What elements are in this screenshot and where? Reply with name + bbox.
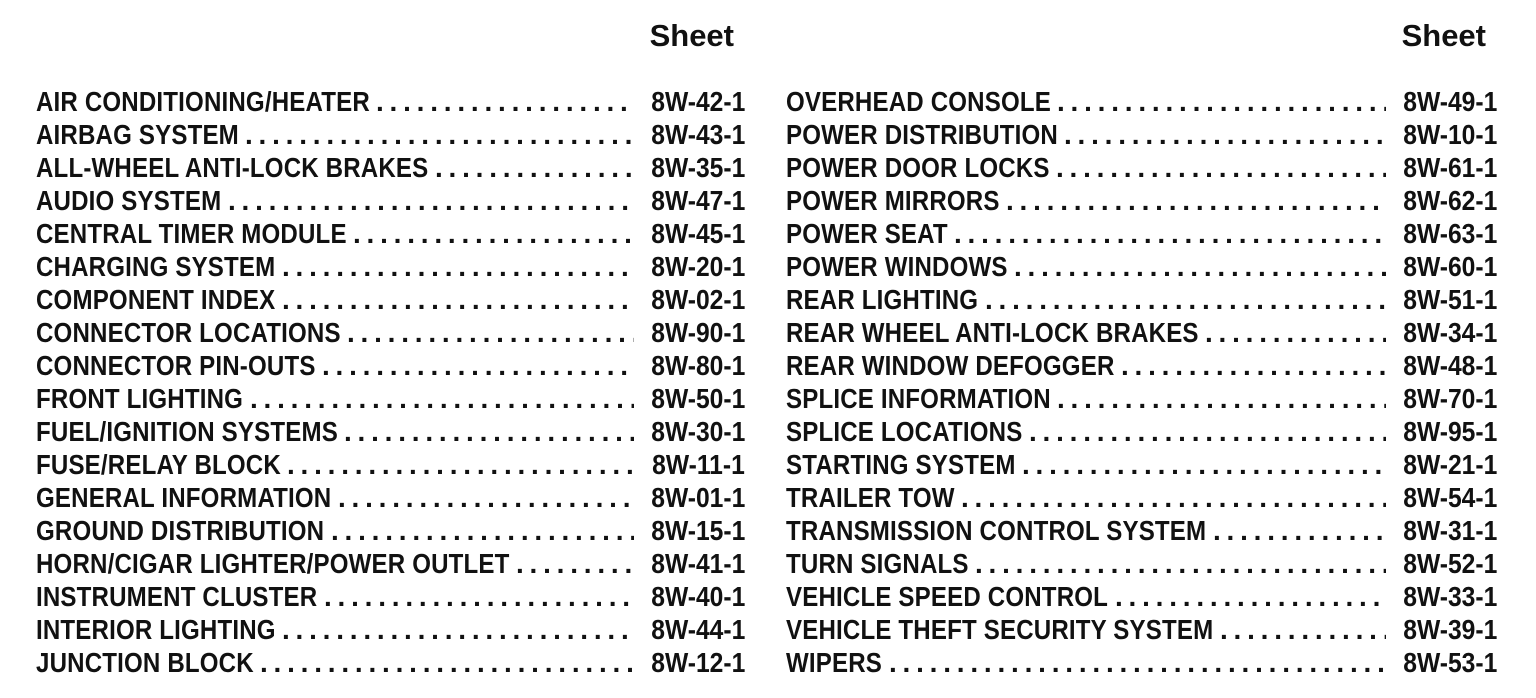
dot-leader: [1022, 448, 1386, 481]
entry-title: FUSE/RELAY BLOCK: [36, 449, 281, 480]
dot-leader: [516, 547, 634, 580]
entry-title: CHARGING SYSTEM: [36, 251, 276, 282]
entry-sheet-number: 8W-52-1: [1403, 548, 1498, 579]
dot-leader: [282, 613, 634, 646]
index-entry: [786, 151, 1498, 184]
entry-sheet-number: 8W-62-1: [1403, 185, 1498, 216]
entry-sheet-number: 8W-95-1: [1403, 416, 1498, 447]
entry-title: CENTRAL TIMER MODULE: [36, 218, 347, 249]
index-entry: [786, 646, 1498, 679]
entry-sheet-number: 8W-30-1: [651, 416, 746, 447]
entry-title: FUEL/IGNITION SYSTEMS: [36, 416, 338, 447]
entry-title-wrapper: [786, 316, 1199, 349]
entry-title-wrapper: [786, 349, 1115, 382]
entry-sheet-number: 8W-12-1: [651, 647, 746, 678]
dot-leader: [324, 580, 634, 613]
entry-title: REAR LIGHTING: [786, 284, 979, 315]
dot-leader: [282, 283, 634, 316]
entry-title-wrapper: [36, 514, 325, 547]
index-entry: [36, 580, 746, 613]
entry-title-wrapper: [36, 415, 338, 448]
entry-sheet-number: 8W-34-1: [1403, 317, 1498, 348]
entry-title-wrapper: [36, 580, 318, 613]
index-entry: [36, 316, 746, 349]
entry-title: POWER SEAT: [786, 218, 948, 249]
index-entry: [786, 547, 1498, 580]
index-entry: [786, 514, 1498, 547]
entry-title: HORN/CIGAR LIGHTER/POWER OUTLET: [36, 548, 510, 579]
entry-sheet-number: 8W-90-1: [651, 317, 746, 348]
entry-sheet-number: 8W-45-1: [651, 218, 746, 249]
index-entry: [36, 184, 746, 217]
entry-title: CONNECTOR LOCATIONS: [36, 317, 341, 348]
entry-title: TRAILER TOW: [786, 482, 955, 513]
entry-title-wrapper: [36, 184, 222, 217]
index-entry: [36, 514, 746, 547]
entry-title: JUNCTION BLOCK: [36, 647, 254, 678]
index-entry: [786, 613, 1498, 646]
dot-leader: [250, 382, 634, 415]
index-entry: [36, 151, 746, 184]
entry-title-wrapper: [36, 382, 244, 415]
index-entry: [786, 448, 1498, 481]
index-entry: [786, 481, 1498, 514]
entry-sheet-number: 8W-21-1: [1403, 449, 1498, 480]
entry-sheet-number: 8W-42-1: [651, 86, 746, 117]
index-entry: [786, 184, 1498, 217]
index-entry: [36, 118, 746, 151]
dot-leader: [1213, 514, 1386, 547]
dot-leader: [344, 415, 634, 448]
entry-title: TRANSMISSION CONTROL SYSTEM: [786, 515, 1207, 546]
index-entry: [36, 613, 746, 646]
entry-sheet-number: 8W-31-1: [1403, 515, 1498, 546]
entry-title: VEHICLE THEFT SECURITY SYSTEM: [786, 614, 1214, 645]
entry-title: VEHICLE SPEED CONTROL: [786, 581, 1109, 612]
entry-title: WIPERS: [786, 647, 883, 678]
entry-title: TURN SIGNALS: [786, 548, 969, 579]
entry-title-wrapper: [36, 547, 510, 580]
dot-leader: [435, 151, 634, 184]
dot-leader: [1057, 382, 1386, 415]
dot-leader: [889, 646, 1386, 679]
entry-sheet-number: 8W-01-1: [651, 482, 746, 513]
entry-sheet-number: 8W-33-1: [1403, 581, 1498, 612]
index-entry: [786, 118, 1498, 151]
dot-leader: [1205, 316, 1386, 349]
entry-title: OVERHEAD CONSOLE: [786, 86, 1051, 117]
dot-leader: [347, 316, 634, 349]
entry-title-wrapper: [36, 646, 254, 679]
dot-leader: [975, 547, 1386, 580]
entry-sheet-number: 8W-47-1: [651, 185, 746, 216]
entry-sheet-number: 8W-43-1: [651, 119, 746, 150]
sheet-column-header: Sheet: [1401, 18, 1486, 53]
dot-leader: [331, 514, 634, 547]
entry-title: POWER WINDOWS: [786, 251, 1008, 282]
dot-leader: [338, 481, 634, 514]
entry-title-wrapper: [786, 118, 1058, 151]
entry-sheet-number: 8W-61-1: [1403, 152, 1498, 183]
entry-sheet-number: 8W-11-1: [652, 449, 745, 480]
index-entry: [786, 85, 1498, 118]
entry-sheet-number: 8W-39-1: [1403, 614, 1498, 645]
dot-leader: [1057, 85, 1386, 118]
sheet-column-header: Sheet: [649, 18, 734, 53]
entry-title-wrapper: [786, 151, 1050, 184]
entry-title: GENERAL INFORMATION: [36, 482, 332, 513]
index-entry: [36, 382, 746, 415]
entry-title-wrapper: [786, 184, 1000, 217]
entry-sheet-number: 8W-60-1: [1403, 251, 1498, 282]
entry-title: POWER DOOR LOCKS: [786, 152, 1050, 183]
index-entry: [36, 481, 746, 514]
entry-title: COMPONENT INDEX: [36, 284, 276, 315]
entry-title-wrapper: [36, 250, 276, 283]
dot-leader: [1056, 151, 1386, 184]
entry-title-wrapper: [36, 481, 332, 514]
dot-leader: [322, 349, 634, 382]
entry-title: AIRBAG SYSTEM: [36, 119, 239, 150]
entry-title-wrapper: [786, 646, 883, 679]
index-entry: [36, 85, 746, 118]
entry-title: FRONT LIGHTING: [36, 383, 244, 414]
entry-title: SPLICE INFORMATION: [786, 383, 1051, 414]
dot-leader: [985, 283, 1386, 316]
entry-title: SPLICE LOCATIONS: [786, 416, 1023, 447]
dot-leader: [1121, 349, 1386, 382]
entry-title-wrapper: [36, 85, 370, 118]
index-entry: [36, 448, 745, 481]
entry-title: REAR WINDOW DEFOGGER: [786, 350, 1115, 381]
entry-title: STARTING SYSTEM: [786, 449, 1016, 480]
entry-sheet-number: 8W-10-1: [1403, 119, 1498, 150]
dot-leader: [954, 217, 1386, 250]
index-entry: [786, 217, 1498, 250]
index-entry: [36, 646, 746, 679]
entry-title-wrapper: [786, 382, 1051, 415]
dot-leader: [228, 184, 634, 217]
entry-title-wrapper: [36, 316, 341, 349]
dot-leader: [245, 118, 634, 151]
index-entry-list: [786, 85, 1498, 679]
entry-title-wrapper: [36, 283, 276, 316]
dot-leader: [260, 646, 634, 679]
entry-title: POWER MIRRORS: [786, 185, 1000, 216]
entry-title-wrapper: [786, 613, 1214, 646]
entry-sheet-number: 8W-80-1: [651, 350, 746, 381]
entry-title-wrapper: [36, 448, 281, 481]
index-entry: [786, 580, 1498, 613]
entry-title-wrapper: [786, 415, 1023, 448]
entry-title: INTERIOR LIGHTING: [36, 614, 276, 645]
index-entry: [786, 415, 1498, 448]
entry-title-wrapper: [36, 118, 239, 151]
dot-leader: [282, 250, 634, 283]
index-entry: [36, 349, 746, 382]
entry-title: INSTRUMENT CLUSTER: [36, 581, 318, 612]
entry-sheet-number: 8W-63-1: [1403, 218, 1498, 249]
index-entry: [36, 250, 746, 283]
dot-leader: [1220, 613, 1386, 646]
entry-sheet-number: 8W-48-1: [1403, 350, 1498, 381]
entry-sheet-number: 8W-20-1: [651, 251, 746, 282]
entry-title-wrapper: [786, 283, 979, 316]
dot-leader: [1029, 415, 1386, 448]
index-entry: [36, 547, 746, 580]
entry-title-wrapper: [786, 547, 969, 580]
entry-sheet-number: 8W-15-1: [651, 515, 746, 546]
dot-leader: [961, 481, 1386, 514]
entry-title-wrapper: [786, 514, 1207, 547]
index-entry: [786, 382, 1498, 415]
entry-sheet-number: 8W-70-1: [1403, 383, 1498, 414]
dot-leader: [1064, 118, 1386, 151]
index-entry: [786, 316, 1498, 349]
entry-title: REAR WHEEL ANTI-LOCK BRAKES: [786, 317, 1199, 348]
entry-title: GROUND DISTRIBUTION: [36, 515, 325, 546]
entry-sheet-number: 8W-44-1: [651, 614, 746, 645]
entry-title: CONNECTOR PIN-OUTS: [36, 350, 316, 381]
index-entry: [36, 415, 746, 448]
entry-title-wrapper: [786, 448, 1016, 481]
entry-sheet-number: 8W-54-1: [1403, 482, 1498, 513]
entry-title-wrapper: [36, 613, 276, 646]
entry-sheet-number: 8W-40-1: [651, 581, 746, 612]
entry-sheet-number: 8W-53-1: [1403, 647, 1498, 678]
entry-title-wrapper: [36, 151, 429, 184]
index-entry: [36, 283, 746, 316]
entry-sheet-number: 8W-35-1: [651, 152, 746, 183]
entry-sheet-number: 8W-41-1: [651, 548, 746, 579]
entry-title: ALL-WHEEL ANTI-LOCK BRAKES: [36, 152, 429, 183]
index-entry: [786, 349, 1498, 382]
entry-title-wrapper: [786, 250, 1008, 283]
dot-leader: [1006, 184, 1386, 217]
dot-leader: [353, 217, 634, 250]
index-entry: [36, 217, 746, 250]
entry-title: POWER DISTRIBUTION: [786, 119, 1058, 150]
index-entry: [786, 283, 1498, 316]
entry-sheet-number: 8W-49-1: [1403, 86, 1498, 117]
entry-title-wrapper: [786, 481, 955, 514]
dot-leader: [376, 85, 634, 118]
entry-sheet-number: 8W-50-1: [651, 383, 746, 414]
entry-title-wrapper: [36, 217, 347, 250]
dot-leader: [1014, 250, 1386, 283]
dot-leader: [1115, 580, 1386, 613]
entry-title: AIR CONDITIONING/HEATER: [36, 86, 370, 117]
index-entry-list: [36, 85, 746, 679]
entry-sheet-number: 8W-02-1: [651, 284, 746, 315]
entry-title-wrapper: [786, 85, 1051, 118]
entry-title-wrapper: [36, 349, 316, 382]
entry-title-wrapper: [786, 580, 1109, 613]
entry-title: AUDIO SYSTEM: [36, 185, 222, 216]
index-entry: [786, 250, 1498, 283]
dot-leader: [287, 448, 635, 481]
entry-title-wrapper: [786, 217, 948, 250]
entry-sheet-number: 8W-51-1: [1403, 284, 1498, 315]
